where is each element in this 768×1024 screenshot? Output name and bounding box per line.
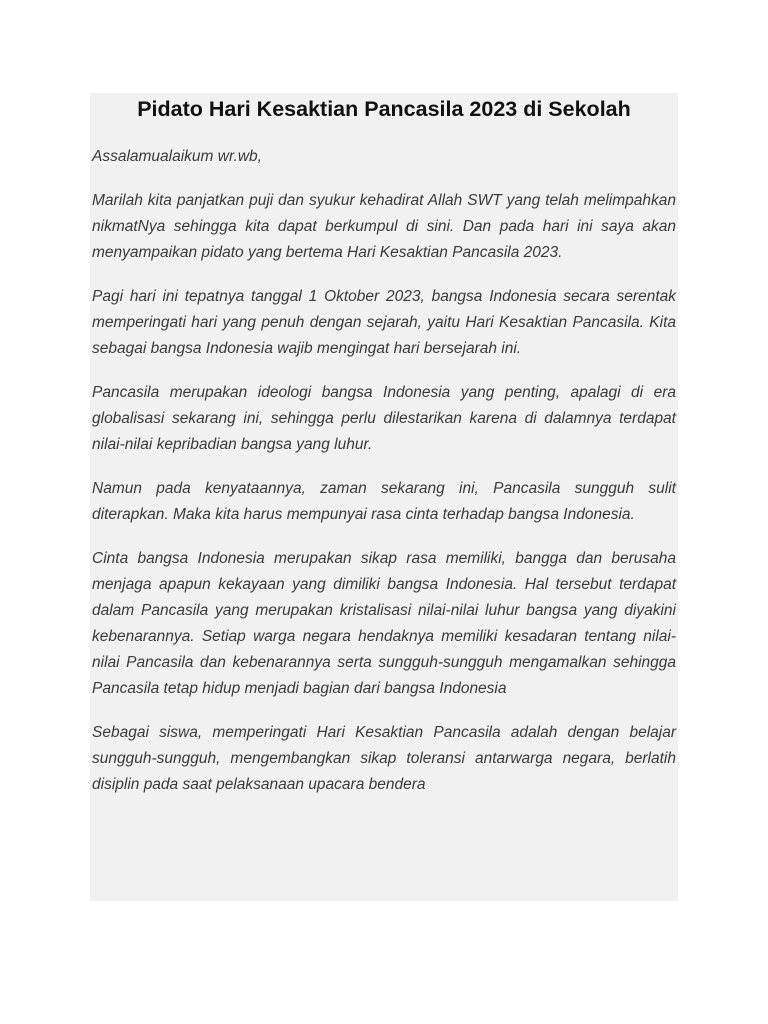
paragraph-2: Pagi hari ini tepatnya tanggal 1 Oktober 2023, bangsa Indonesia secara serentak memperingati hari yang penuh dengan sejarah, yaitu Hari Kesaktian Pancasila. Kita sebagai bangsa Indonesia wajib mengingat hari bersejarah ini. <box>92 288 676 357</box>
paragraph-5: Cinta bangsa Indonesia merupakan sikap rasa memiliki, bangga dan berusaha menjaga apapun kekayaan yang dimiliki bangsa Indonesia. Hal tersebut terdapat dalam Pancasila yang merupakan kristalisasi nilai-nilai luhur bangsa yang diyakini kebenarannya. Setiap warga negara hendaknya memiliki kesadaran tentang nilai-nilai Pancasila dan kebenarannya serta sungguh-sungguh mengamalkan sehingga Pancasila tetap hidup menjadi bagian dari bangsa Indonesia <box>92 550 676 697</box>
document-title: Pidato Hari Kesaktian Pancasila 2023 di Sekolah <box>137 97 631 121</box>
greeting: Assalamualaikum wr.wb, <box>92 148 262 165</box>
document-page <box>90 93 678 901</box>
paragraph-4: Namun pada kenyataannya, zaman sekarang ini, Pancasila sungguh sulit diterapkan. Maka kita harus mempunyai rasa cinta terhadap bangsa Indonesia. <box>92 480 676 523</box>
paragraph-6: Sebagai siswa, memperingati Hari Kesaktian Pancasila adalah dengan belajar sungguh-sungguh, mengembangkan sikap toleransi antarwarga negara, berlatih disiplin pada saat pelaksanaan upacara bendera <box>92 724 676 793</box>
paragraph-3: Pancasila merupakan ideologi bangsa Indonesia yang penting, apalagi di era globalisasi sekarang ini, sehingga perlu dilestarikan karena di dalamnya terdapat nilai-nilai kepribadian bangsa yang luhur. <box>92 384 676 453</box>
paragraph-1: Marilah kita panjatkan puji dan syukur kehadirat Allah SWT yang telah melimpahkan nikmatNya sehingga kita dapat berkumpul di sini. Dan pada hari ini saya akan menyampaikan pidato yang bertema Hari Kesaktian Pancasila 2023. <box>92 192 676 261</box>
